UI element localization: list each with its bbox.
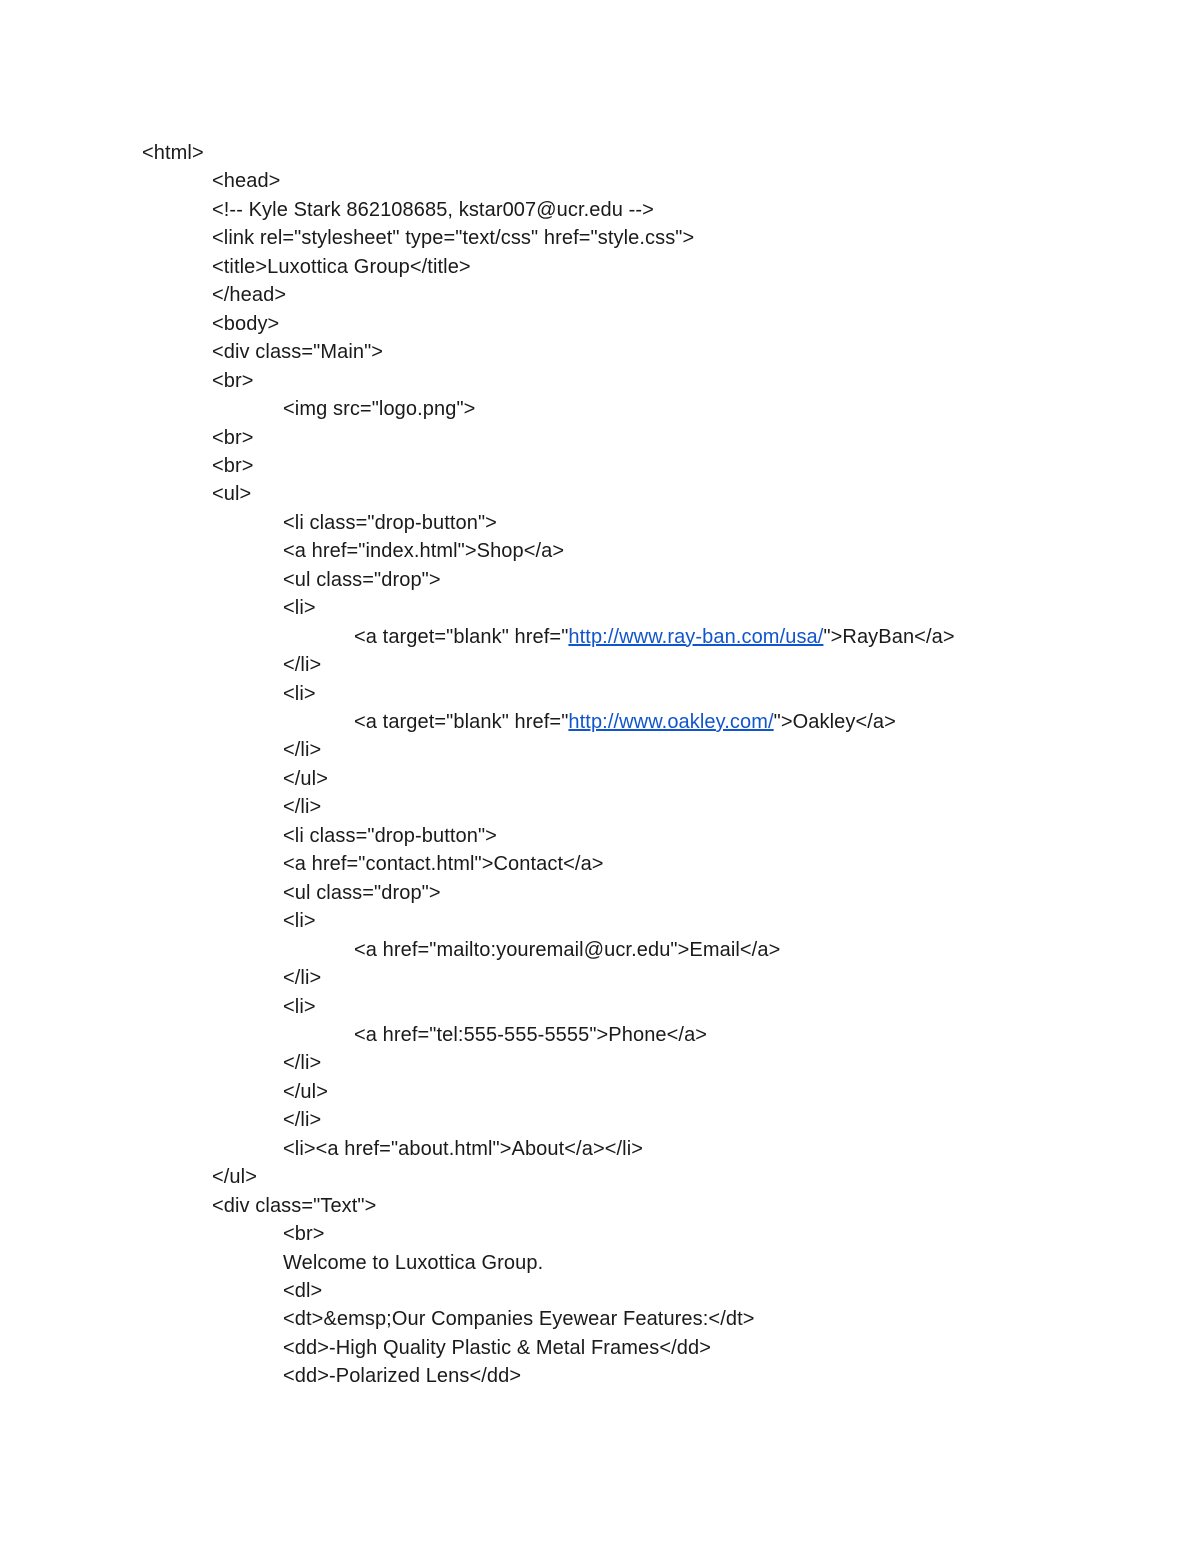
code-line: <html> xyxy=(142,142,204,164)
code-text: ">Oakley</a> xyxy=(773,711,896,733)
code-line: </li> xyxy=(283,739,322,762)
code-line: <dt>&emsp;Our Companies Eyewear Features:</dt> xyxy=(283,1308,755,1331)
code-line: <ul class="drop"> xyxy=(283,568,441,591)
code-line: <a href="tel:555-555-5555">Phone</a> xyxy=(354,1023,708,1046)
code-line: <title>Luxottica Group</title> xyxy=(212,255,471,278)
code-line: </li> xyxy=(283,967,322,990)
code-line: Welcome to Luxottica Group. xyxy=(283,1251,544,1274)
code-line: <li class="drop-button"> xyxy=(283,511,497,534)
code-line: <dd>-High Quality Plastic & Metal Frames</dd> xyxy=(283,1336,712,1359)
code-line: </ul> xyxy=(283,767,328,790)
code-text: <a target="blank" href=" xyxy=(354,625,569,648)
code-line: <li> xyxy=(283,597,316,620)
code-line: </ul> xyxy=(283,1080,328,1103)
code-line: <ul> xyxy=(212,483,252,506)
code-line: </li> xyxy=(283,1109,322,1132)
code-line: <ul class="drop"> xyxy=(283,881,441,904)
code-line: <img src="logo.png"> xyxy=(283,398,476,421)
code-line: <div class="Text"> xyxy=(212,1194,377,1217)
code-line: <li> xyxy=(283,995,316,1018)
code-line: </li> xyxy=(283,654,322,677)
code-line: <li class="drop-button"> xyxy=(283,824,497,847)
hyperlink[interactable]: http://www.oakley.com/ xyxy=(568,711,774,733)
code-line: <a href="mailto:youremail@ucr.edu">Email</a> xyxy=(354,938,781,961)
code-line: <dl> xyxy=(283,1280,323,1302)
code-line: <div class="Main"> xyxy=(212,341,384,364)
code-line: <a href="index.html">Shop</a> xyxy=(283,540,565,563)
code-text: ">RayBan</a> xyxy=(823,625,955,648)
code-line: <br> xyxy=(212,426,254,449)
code-line: </li> xyxy=(283,1052,322,1075)
code-line xyxy=(354,708,896,736)
code-line: <body> xyxy=(212,312,280,335)
code-line: <a href="contact.html">Contact</a> xyxy=(283,853,604,876)
code-line: </head> xyxy=(212,284,287,307)
code-line: </ul> xyxy=(212,1166,257,1189)
code-line: <li> xyxy=(283,682,316,705)
code-line: <li> xyxy=(283,910,316,933)
code-line: <br> xyxy=(283,1223,325,1246)
hyperlink[interactable]: http://www.ray-ban.com/usa/ xyxy=(568,625,824,648)
code-line: <br> xyxy=(212,369,254,392)
code-text: <a target="blank" href=" xyxy=(354,711,569,733)
code-line: <br> xyxy=(212,454,254,477)
code-line: <li><a href="about.html">About</a></li> xyxy=(283,1137,644,1160)
code-line xyxy=(354,623,955,651)
code-line: <link rel="stylesheet" type="text/css" href="style.css"> xyxy=(212,227,695,250)
code-line: <head> xyxy=(212,170,281,193)
code-line: <!-- Kyle Stark 862108685, kstar007@ucr.edu --> xyxy=(212,198,654,221)
code-line: </li> xyxy=(283,796,322,819)
code-line: <dd>-Polarized Lens</dd> xyxy=(283,1365,522,1388)
